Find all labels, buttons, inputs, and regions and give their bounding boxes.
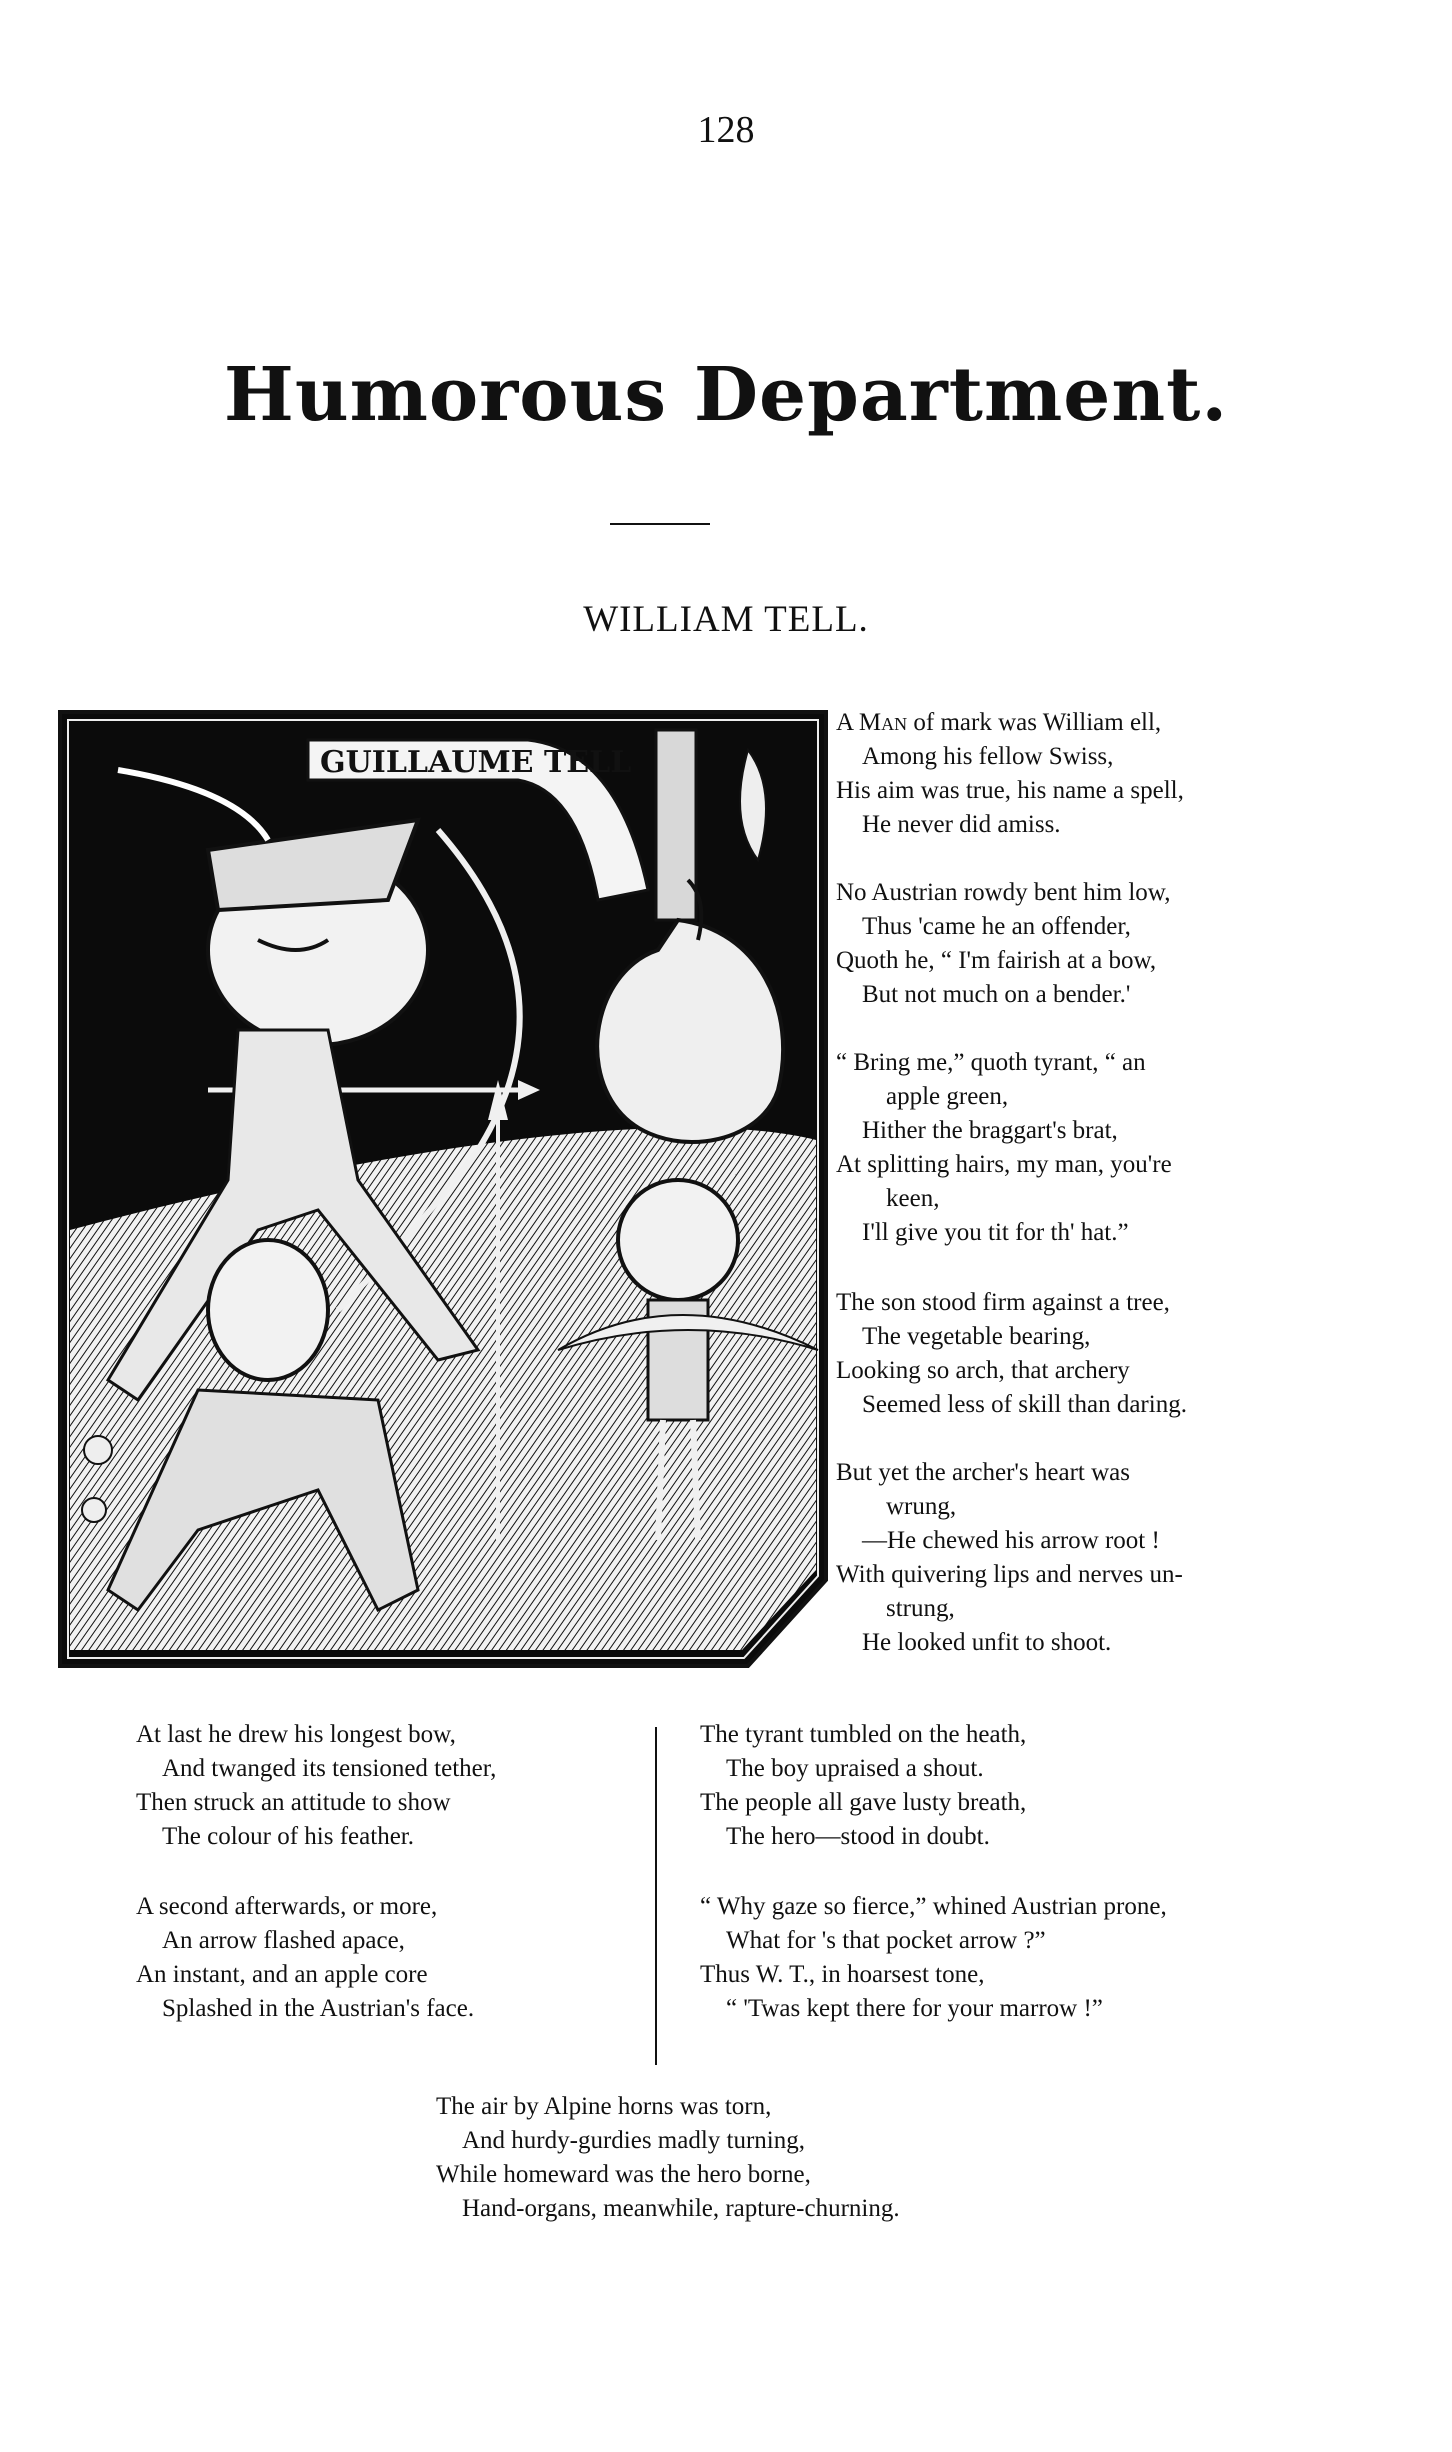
banner-text: GUILLAUME TELL	[320, 745, 632, 780]
stanza	[700, 1890, 1167, 2026]
stanza	[836, 1286, 1187, 1422]
poem-title: WILLIAM TELL.	[583, 599, 869, 640]
stanza	[436, 2090, 900, 2226]
poem-line: An instant, and an apple core	[136, 1961, 428, 1988]
poem-line: I'll give you tit for th' hat.”	[862, 1219, 1129, 1246]
poem-line: The air by Alpine horns was torn,	[436, 2093, 772, 2120]
poem-line: No Austrian rowdy bent him low,	[836, 879, 1171, 906]
poem-line: strung,	[886, 1595, 955, 1622]
tyrant-head	[208, 1240, 328, 1380]
poem-line: But not much on a bender.'	[862, 981, 1131, 1008]
stanza	[836, 706, 1184, 842]
stanza	[136, 1890, 474, 2026]
poem-line: Hither the braggart's brat,	[862, 1117, 1118, 1144]
poem-line: The hero—stood in doubt.	[726, 1823, 990, 1850]
poem-line: Thus W. T., in hoarsest tone,	[700, 1961, 985, 1988]
poem-line: And twanged its tensioned tether,	[162, 1755, 497, 1782]
poem-line: Then struck an attitude to show	[136, 1789, 451, 1816]
poem-line: “ Bring me,” quoth tyrant, “ an	[836, 1049, 1146, 1076]
stanza	[836, 876, 1170, 1012]
poem-line	[836, 706, 1184, 740]
poem-line: The son stood firm against a tree,	[836, 1289, 1170, 1316]
poem-line: “ Why gaze so fierce,” whined Austrian prone,	[700, 1893, 1167, 1920]
poem-line: A second afterwards, or more,	[136, 1893, 438, 1920]
william-tell-illustration	[58, 710, 828, 1668]
poem-line: Seemed less of skill than daring.	[862, 1391, 1187, 1418]
stanza	[700, 1718, 1026, 1854]
poem-line: Among his fellow Swiss,	[862, 743, 1114, 770]
poem-line-text: of mark was William ell,	[907, 709, 1162, 736]
page-number: 128	[697, 109, 755, 151]
poem-line: The tyrant tumbled on the heath,	[700, 1721, 1027, 1748]
stanza	[836, 1046, 1172, 1250]
poem-line: “ 'Twas kept there for your marrow !”	[726, 1995, 1103, 2022]
column-rule	[655, 1727, 657, 2065]
tree-trunk	[656, 730, 696, 920]
poem-line: The boy upraised a shout.	[726, 1755, 984, 1782]
poem-line: Hand-organs, meanwhile, rapture-churning.	[462, 2195, 900, 2222]
poem-line: wrung,	[886, 1493, 957, 1520]
poem-line: The people all gave lusty breath,	[700, 1789, 1027, 1816]
poem-line: keen,	[886, 1185, 940, 1212]
poem-line: apple green,	[886, 1083, 1009, 1110]
poem-line: Thus 'came he an offender,	[862, 913, 1131, 940]
poem-line: But yet the archer's heart was	[836, 1459, 1130, 1486]
poem-line: And hurdy-gurdies madly turning,	[462, 2127, 806, 2154]
poem-line: —He chewed his arrow root !	[862, 1527, 1160, 1554]
poem-line-lead: A Man	[836, 709, 908, 736]
poem-line: While homeward was the hero borne,	[436, 2161, 811, 2188]
title-rule	[610, 523, 710, 525]
poem-line: The vegetable bearing,	[862, 1323, 1091, 1350]
poem-line: His aim was true, his name a spell,	[836, 777, 1184, 804]
boy-head	[618, 1180, 738, 1300]
stanza	[836, 1456, 1183, 1660]
stanza	[136, 1718, 496, 1854]
poem-line: At last he drew his longest bow,	[136, 1721, 456, 1748]
poem-line: Splashed in the Austrian's face.	[162, 1995, 475, 2022]
poem-line: What for 's that pocket arrow ?”	[726, 1927, 1046, 1954]
poem-line: He looked unfit to shoot.	[862, 1629, 1112, 1656]
poem-line: At splitting hairs, my man, you're	[836, 1151, 1172, 1178]
poem-line: Quoth he, “ I'm fairish at a bow,	[836, 947, 1157, 974]
poem-line: With quivering lips and nerves un-	[836, 1561, 1183, 1588]
department-title: Humorous Department.	[223, 352, 1229, 438]
poem-line: Looking so arch, that archery	[836, 1357, 1130, 1384]
poem-line: An arrow flashed apace,	[162, 1927, 405, 1954]
poem-line: He never did amiss.	[862, 811, 1061, 838]
poem-line: The colour of his feather.	[162, 1823, 414, 1850]
